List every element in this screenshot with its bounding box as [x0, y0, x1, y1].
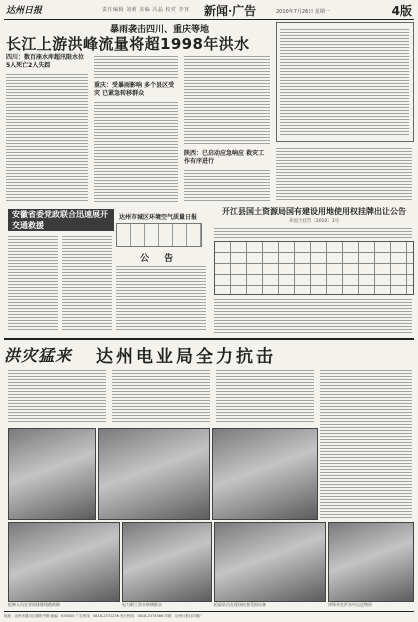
page-footer: 地址：达州市通川区朝阳中路 邮编：635000 广告热线：0818-2372236 发行热线：0818-2375586 印刷：达州日报社印刷厂	[4, 611, 414, 621]
flood-text-col-4	[320, 368, 412, 518]
sidebar-text	[280, 27, 409, 137]
flood-text-col-2	[112, 368, 210, 424]
photo-caption-4: 冲锋舟在洪水中运送物资	[328, 602, 372, 607]
left-article-text-1	[8, 234, 58, 332]
top-story-text-col-2b	[94, 100, 178, 202]
air-quality-title: 达州市城区环境空气质量日报	[118, 214, 197, 221]
flood-section-brush-title: 洪灾猛来	[4, 346, 73, 365]
photo-rescue-boat	[212, 428, 318, 520]
photo-substation	[214, 522, 326, 602]
newspaper-logo: 达州日报	[6, 6, 43, 16]
top-story-subhead-bottom: 陕西：已启动应急响应 救灾工作有序进行	[184, 150, 265, 165]
issue-date: 2010年7月26日 星期一	[276, 9, 330, 15]
photo-caption-3: 抢险队员在现场检查受损设备	[214, 602, 266, 607]
top-story-headline: 长江上游洪峰流量将超1998年洪水	[6, 35, 250, 53]
flood-text-col-1	[8, 368, 106, 424]
announcement-text	[116, 264, 206, 332]
top-story-text-col-1	[6, 72, 88, 202]
top-story-kicker: 暴雨袭击四川、重庆等地	[110, 25, 210, 35]
photo-caption-1: 抢修人员在冒雨排除线路故障	[8, 602, 60, 607]
left-article-text-2	[62, 234, 112, 332]
land-notice-intro	[214, 226, 412, 238]
flood-text-col-3	[216, 368, 314, 424]
page-number: 4版	[391, 4, 412, 18]
top-story-text-col-3b	[184, 168, 270, 202]
photo-equipment-check	[8, 522, 120, 602]
air-quality-table	[116, 223, 202, 247]
flood-section-headline: 达州电业局全力抗击	[96, 347, 276, 367]
top-story-subhead-mid: 重庆：受暴雨影响 多个县区受灾 已紧急转移群众	[94, 82, 175, 97]
land-notice-text	[214, 297, 412, 333]
masthead	[4, 2, 414, 20]
editor-credits: 责任编辑 刘莉 美编 冯晶 校对 李容	[102, 7, 190, 13]
photo-line-repair	[8, 428, 96, 520]
photo-assault-boat	[328, 522, 414, 602]
right-column-text	[276, 146, 412, 202]
left-article-banner: 安徽省委党政联合迅速展开交通救援	[8, 209, 114, 231]
top-story-text-col-2a	[94, 54, 178, 80]
announcement-title: 公 告	[140, 254, 180, 264]
photo-flooded-street	[98, 428, 210, 520]
top-story-text-col-3a	[184, 54, 270, 146]
sidebar-box	[276, 22, 414, 142]
top-story-subhead-left: 四川：数百座水库超汛限水位 5人死亡2人失踪	[6, 54, 85, 69]
photo-caption-2: 电力职工涉水转移群众	[122, 602, 162, 607]
land-parcel-table	[214, 241, 414, 295]
section-title: 新闻·广告	[204, 4, 257, 18]
land-notice-title: 开江县国土资源局国有建设用地使用权挂牌出让公告	[222, 207, 406, 216]
photo-workers-wading	[122, 522, 212, 602]
land-notice-number: 开国土挂告〔2010〕1号	[288, 219, 340, 224]
